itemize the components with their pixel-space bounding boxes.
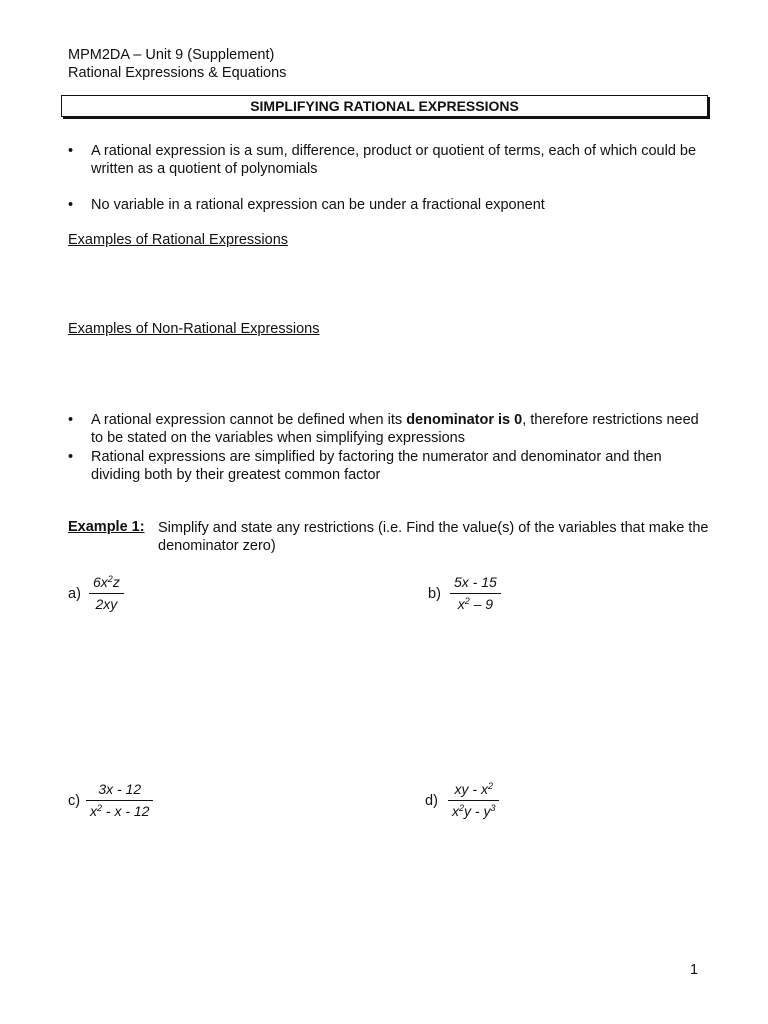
page-number: 1 xyxy=(690,962,699,978)
problem-c-letter: c) xyxy=(68,793,81,809)
fraction-numerator: 3x - 12 xyxy=(98,781,142,797)
fraction-denominator xyxy=(86,803,153,820)
bullet-bold-text: denominator is 0 xyxy=(406,412,523,428)
problem-b-fraction xyxy=(450,574,501,613)
bullet-text: Rational expressions are simplified by factoring the numerator and denominator and then dividing both by their greatest common factor xyxy=(91,449,662,483)
problem-b-letter: b) xyxy=(428,586,441,602)
exponent: 2 xyxy=(464,596,470,606)
denominator-middle: y - y xyxy=(464,803,491,819)
fraction-bar xyxy=(450,593,501,594)
fraction-denominator xyxy=(454,596,497,613)
heading-rational-examples: Examples of Rational Expressions xyxy=(68,232,289,248)
exponent: 2 xyxy=(107,574,113,584)
bullet-dot-icon: • xyxy=(68,143,74,159)
problem-a-fraction xyxy=(89,574,124,613)
bullet-dot-icon: • xyxy=(68,412,74,428)
fraction-denominator xyxy=(448,803,499,820)
exponent: 2 xyxy=(97,803,103,813)
denominator-tail: – 9 xyxy=(469,596,494,612)
denominator-base: x xyxy=(90,803,97,819)
example-instructions: Simplify and state any restrictions (i.e. Find the value(s) of the variables that make the denominator zero) xyxy=(158,520,709,554)
fraction-bar xyxy=(89,593,124,594)
document-header xyxy=(68,46,286,82)
denominator-base: x xyxy=(452,803,459,819)
problem-d-fraction xyxy=(448,781,499,820)
exponent: 3 xyxy=(490,803,496,813)
numerator-tail: z xyxy=(112,574,120,590)
problem-a-letter: a) xyxy=(68,586,81,602)
exponent: 2 xyxy=(487,781,493,791)
bullet-dot-icon: • xyxy=(68,197,74,213)
fraction-numerator xyxy=(89,574,124,591)
section-title: SIMPLIFYING RATIONAL EXPRESSIONS xyxy=(61,95,708,117)
numerator-base: 6x xyxy=(93,574,108,590)
bullet-text xyxy=(91,411,711,447)
fraction-bar xyxy=(86,800,153,801)
problem-d-letter: d) xyxy=(425,793,438,809)
fraction-numerator: 5x - 15 xyxy=(454,574,497,590)
topic-line: Rational Expressions & Equations xyxy=(68,65,287,81)
example-label: Example 1: xyxy=(68,519,145,535)
fraction-numerator xyxy=(451,781,497,798)
exponent: 2 xyxy=(459,803,465,813)
numerator-base: xy - x xyxy=(454,781,488,797)
fraction-denominator: 2xy xyxy=(95,596,118,612)
bullet-text: No variable in a rational expression can be under a fractional exponent xyxy=(91,197,545,213)
bullet-text: A rational expression is a sum, difference, product or quotient of terms, each of which could be written as a quotient of polynomials xyxy=(91,143,697,177)
bullet-text-part: A rational expression cannot be defined when its xyxy=(91,412,407,428)
denominator-tail: - x - 12 xyxy=(102,803,150,819)
denominator-base: x xyxy=(457,596,465,612)
bullet-dot-icon: • xyxy=(68,449,74,465)
fraction-bar xyxy=(448,800,499,801)
heading-non-rational-examples: Examples of Non-Rational Expressions xyxy=(68,321,320,337)
problem-c-fraction xyxy=(86,781,153,820)
course-unit-line: MPM2DA – Unit 9 (Supplement) xyxy=(68,47,275,63)
bullet-text-part: , therefore restrictions need to be stated on the variables when simplifying expressions xyxy=(91,412,699,446)
